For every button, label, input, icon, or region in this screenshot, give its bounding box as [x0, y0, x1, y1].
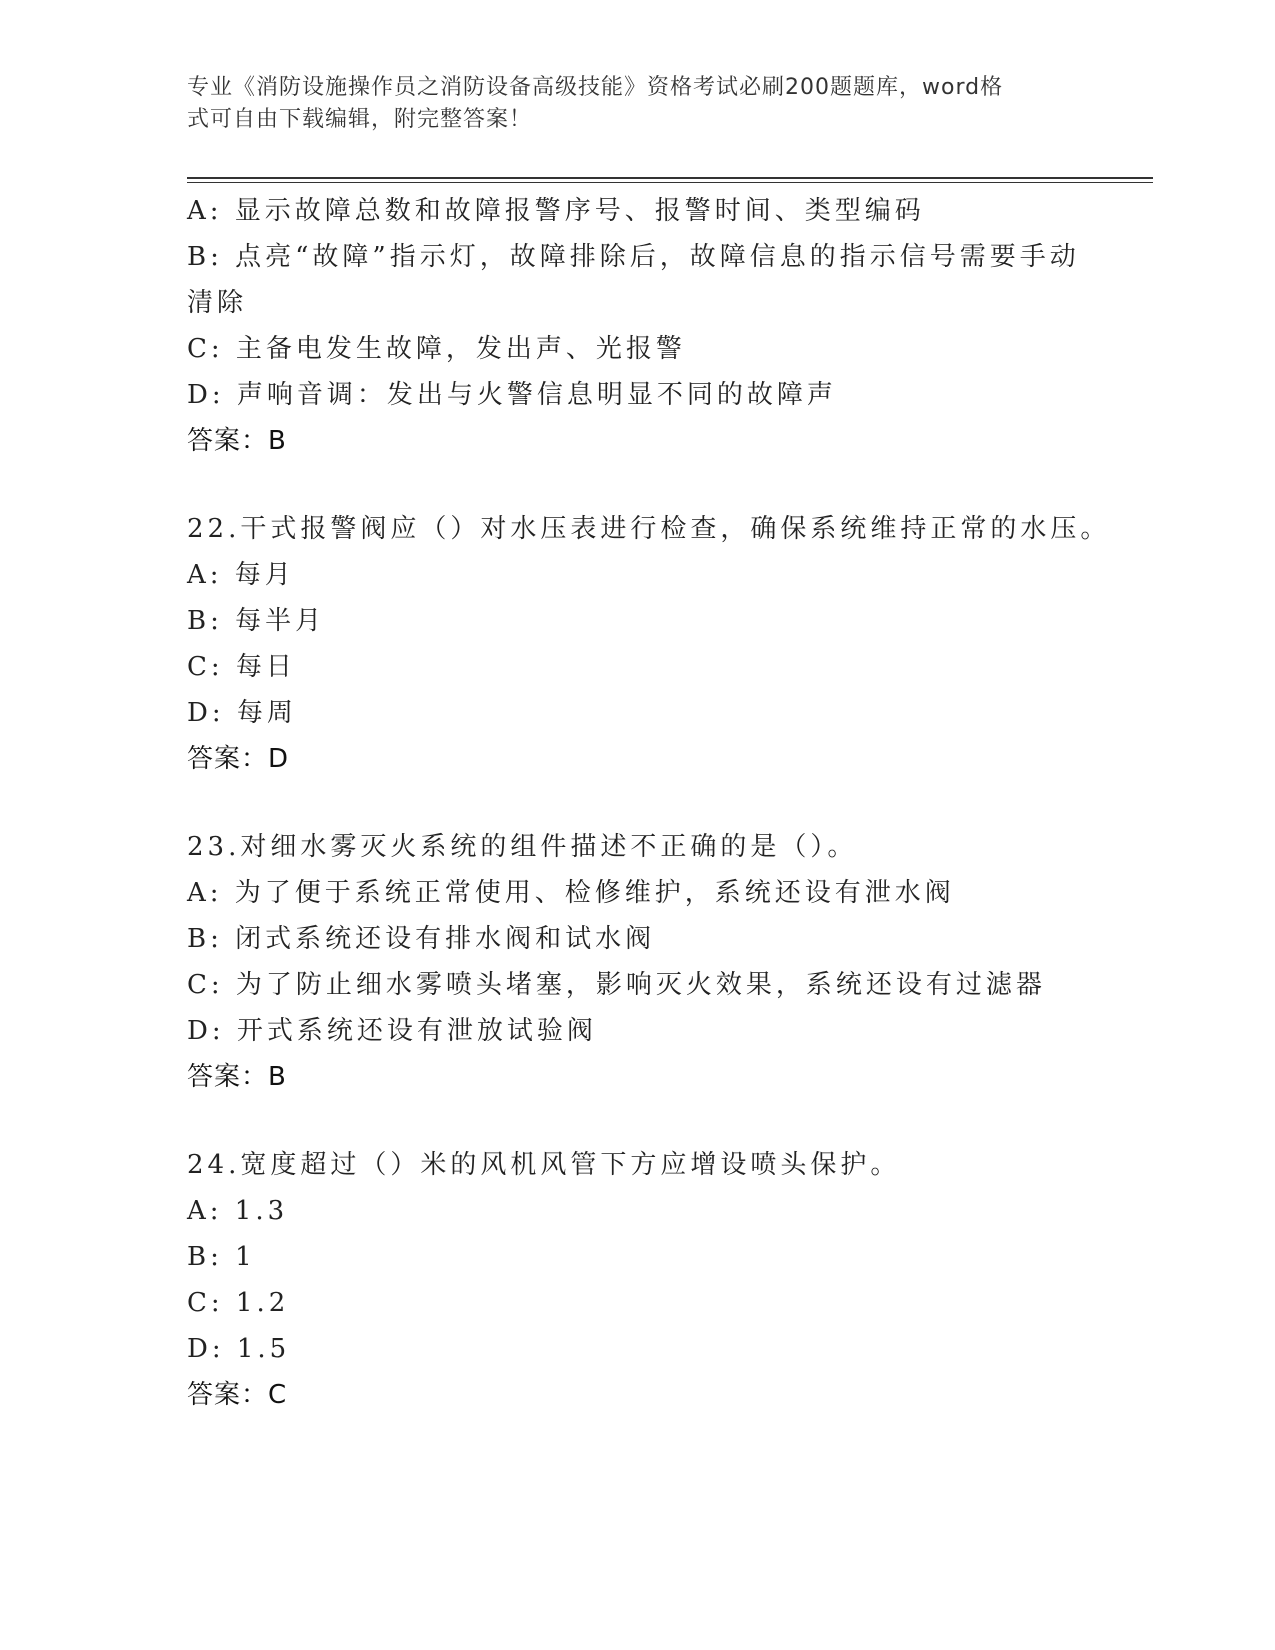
question-block-22 [187, 506, 1111, 782]
option-a: A: 每月 [187, 560, 295, 590]
option-d: D: 声响音调：发出与火警信息明显不同的故障声 [187, 380, 837, 410]
option-c: C: 主备电发生故障，发出声、光报警 [187, 334, 686, 364]
option-a: A: 为了便于系统正常使用、检修维护，系统还设有泄水阀 [187, 878, 955, 908]
question-block-23 [187, 824, 1087, 1100]
question-text: 24.宽度超过（）米的风机风管下方应增设喷头保护。 [187, 1150, 901, 1180]
option-c: C: 为了防止细水雾喷头堵塞，影响灭火效果，系统还设有过滤器 [187, 970, 1046, 1000]
header-divider-thin [187, 182, 1153, 183]
header-title-line-2: 式可自由下载编辑，附完整答案！ [187, 107, 533, 132]
option-b-continuation: 清除 [187, 288, 248, 318]
answer-label: 答案：B [187, 426, 287, 456]
option-d: D: 1.5 [187, 1334, 291, 1364]
option-b: B: 1 [187, 1242, 256, 1272]
option-b: B: 点亮“故障”指示灯，故障排除后，故障信息的指示信号需要手动 [187, 242, 1080, 272]
option-d: D: 开式系统还设有泄放试验阀 [187, 1016, 597, 1046]
question-text: 22.干式报警阀应（）对水压表进行检查，确保系统维持正常的水压。 [187, 514, 1111, 544]
question-text: 23.对细水雾灭火系统的组件描述不正确的是（）。 [187, 832, 858, 862]
option-c: C: 每日 [187, 652, 296, 682]
option-b: B: 每半月 [187, 606, 326, 636]
question-list [187, 188, 1111, 1418]
header-divider-thick [187, 177, 1153, 179]
answer-label: 答案：D [187, 744, 290, 774]
option-a: A: 1.3 [187, 1196, 289, 1226]
answer-label: 答案：B [187, 1062, 287, 1092]
document-header [187, 72, 1067, 136]
question-block-24 [187, 1142, 1087, 1418]
option-a: A: 显示故障总数和故障报警序号、报警时间、类型编码 [187, 196, 925, 226]
question-block-21 [187, 188, 1087, 464]
option-c: C: 1.2 [187, 1288, 290, 1318]
answer-label: 答案：C [187, 1380, 288, 1410]
option-d: D: 每周 [187, 698, 297, 728]
option-b: B: 闭式系统还设有排水阀和试水阀 [187, 924, 656, 954]
header-title-line-1: 专业《消防设施操作员之消防设备高级技能》资格考试必刷200题题库，word格 [187, 75, 1004, 100]
